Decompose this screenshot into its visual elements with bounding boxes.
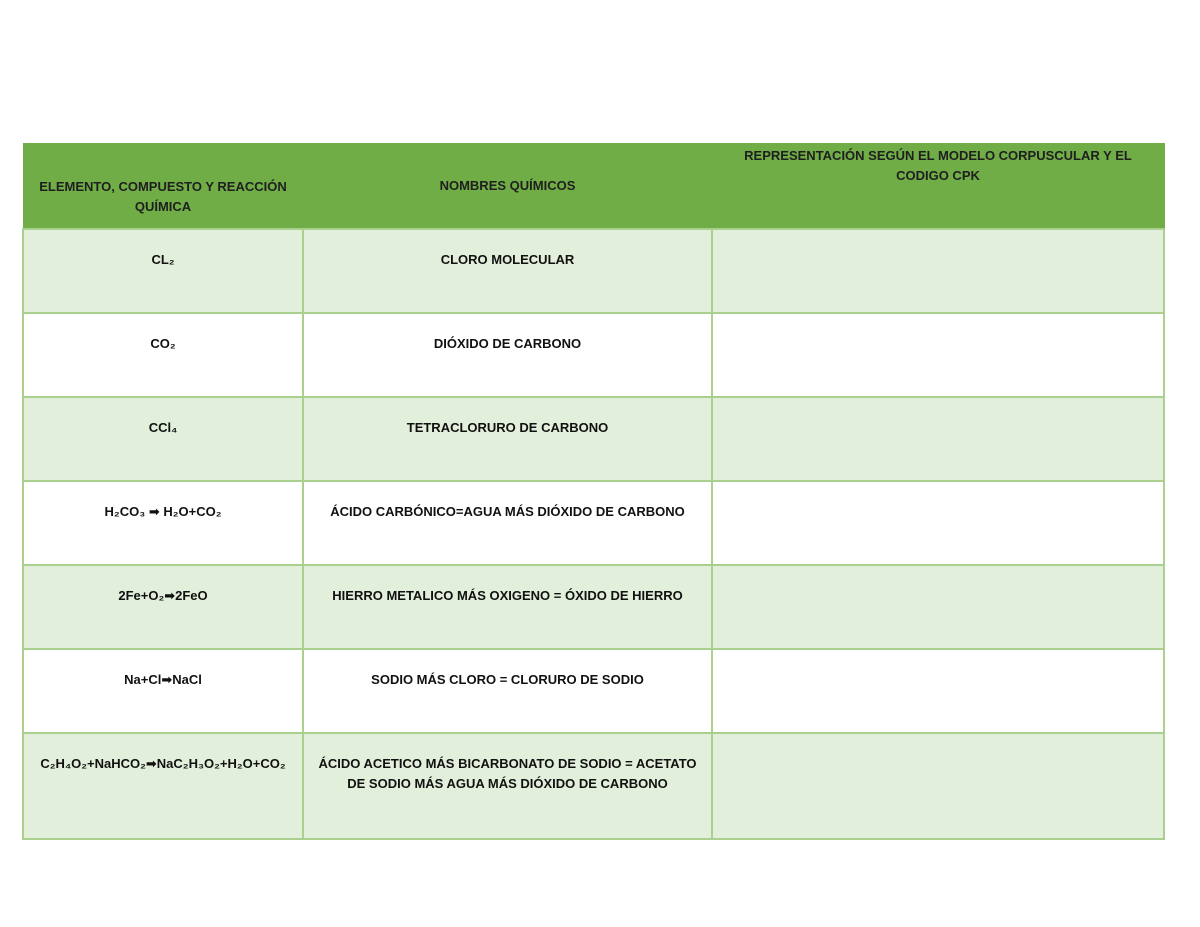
chemistry-table xyxy=(22,143,1165,840)
header-chemical-names: NOMBRES QUÍMICOS xyxy=(303,144,712,230)
header-representation-cpk: REPRESENTACIÓN SEGÚN EL MODELO CORPUSCULAR Y EL CODIGO CPK xyxy=(712,144,1164,230)
cell-name: TETRACLORURO DE CARBONO xyxy=(303,397,712,481)
cell-formula: CL₂ xyxy=(23,229,303,313)
cell-representation[interactable] xyxy=(712,649,1164,733)
table-row xyxy=(23,649,1164,733)
cell-representation[interactable] xyxy=(712,733,1164,839)
cell-name: SODIO MÁS CLORO = CLORURO DE SODIO xyxy=(303,649,712,733)
cell-formula: CO₂ xyxy=(23,313,303,397)
header-element-compound-reaction: ELEMENTO, COMPUESTO Y REACCIÓN QUÍMICA xyxy=(23,144,303,230)
table-header xyxy=(23,144,1164,230)
cell-name: ÁCIDO CARBÓNICO=AGUA MÁS DIÓXIDO DE CARBONO xyxy=(303,481,712,565)
cell-name: DIÓXIDO DE CARBONO xyxy=(303,313,712,397)
table-row xyxy=(23,481,1164,565)
cell-representation[interactable] xyxy=(712,397,1164,481)
cell-formula: CCl₄ xyxy=(23,397,303,481)
table-row xyxy=(23,565,1164,649)
cell-representation[interactable] xyxy=(712,229,1164,313)
cell-representation[interactable] xyxy=(712,565,1164,649)
table-row xyxy=(23,229,1164,313)
table-row xyxy=(23,397,1164,481)
cell-formula: C₂H₄O₂+NaHCO₂➡NaC₂H₃O₂+H₂O+CO₂ xyxy=(23,733,303,839)
cell-representation[interactable] xyxy=(712,313,1164,397)
cell-name: CLORO MOLECULAR xyxy=(303,229,712,313)
cell-representation[interactable] xyxy=(712,481,1164,565)
cell-formula: Na+Cl➡NaCl xyxy=(23,649,303,733)
cell-formula: H₂CO₃ ➡ H₂O+CO₂ xyxy=(23,481,303,565)
header-row xyxy=(23,144,1164,230)
cell-name: HIERRO METALICO MÁS OXIGENO = ÓXIDO DE HIERRO xyxy=(303,565,712,649)
cell-formula: 2Fe+O₂➡2FeO xyxy=(23,565,303,649)
table-row xyxy=(23,313,1164,397)
table-row xyxy=(23,733,1164,839)
cell-name: ÁCIDO ACETICO MÁS BICARBONATO DE SODIO = ACETATO DE SODIO MÁS AGUA MÁS DIÓXIDO DE CARBONO xyxy=(303,733,712,839)
